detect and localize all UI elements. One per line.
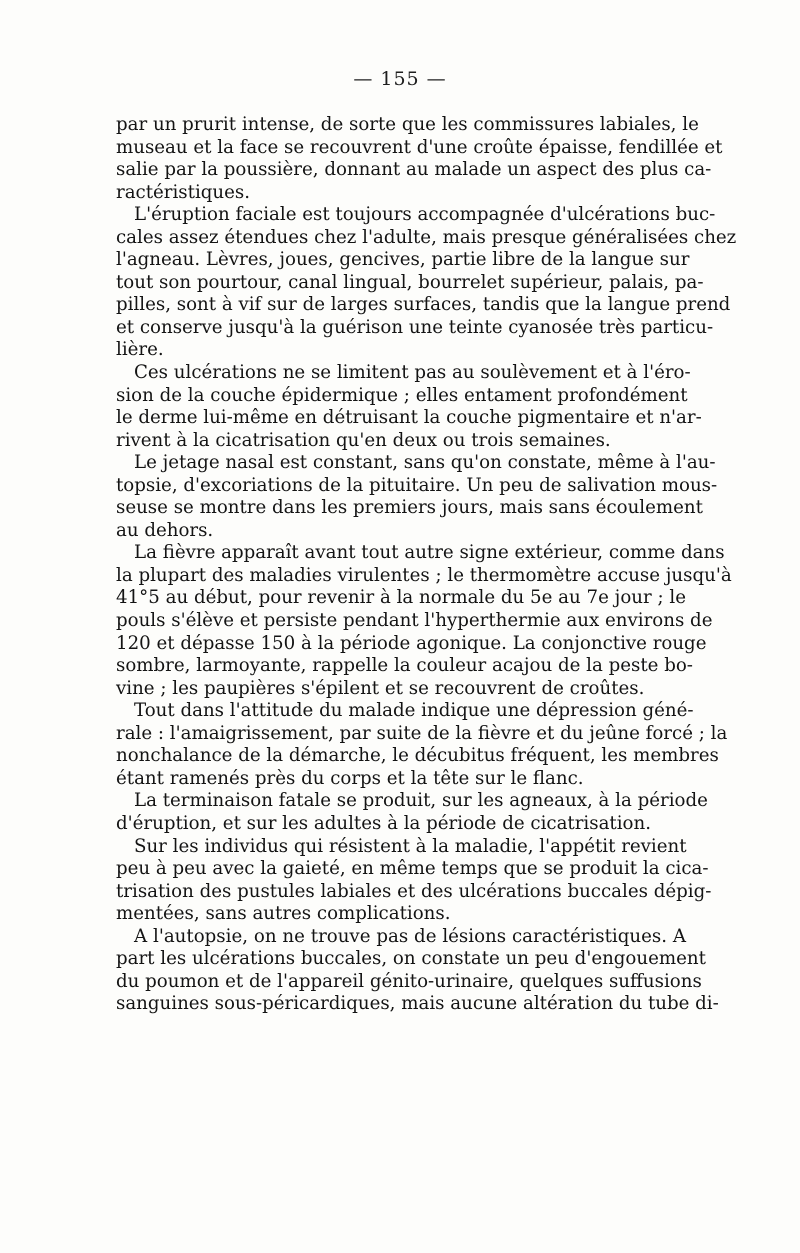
text-line: pilles, sont à vif sur de larges surfaces, tandis que la langue prend: [116, 294, 731, 316]
paragraph: [116, 700, 728, 790]
text-line: sombre, larmoyante, rappelle la couleur acajou de la peste bo-: [116, 655, 693, 677]
text-line: ractéristiques.: [116, 181, 250, 203]
text-line: d'éruption, et sur les adultes à la période de cicatrisation.: [116, 812, 651, 834]
text-line: Le jetage nasal est constant, sans qu'on constate, même à l'au-: [134, 452, 716, 474]
text-line: et conserve jusqu'à la guérison une teinte cyanosée très particu-: [116, 316, 714, 338]
text-line: sion de la couche épidermique ; elles entament profondément: [116, 384, 688, 406]
body-text: [116, 114, 737, 1016]
text-line: La terminaison fatale se produit, sur les agneaux, à la période: [134, 790, 708, 812]
text-line: part les ulcérations buccales, on constate un peu d'engouement: [116, 948, 706, 970]
paragraph: [116, 925, 719, 1016]
text-line: lière.: [116, 339, 164, 361]
paragraph: [116, 362, 702, 452]
text-line: sanguines sous-péricardiques, mais aucune altération du tube di-: [116, 993, 719, 1015]
text-line: museau et la face se recouvrent d'une croûte épaisse, fendillée et: [116, 136, 723, 158]
text-line: vine ; les paupières s'épilent et se recouvrent de croûtes.: [116, 677, 645, 699]
text-line: A l'autopsie, on ne trouve pas de lésions caractéristiques. A: [134, 925, 686, 947]
text-line: La fièvre apparaît avant tout autre signe extérieur, comme dans: [134, 542, 725, 564]
text-line: Ces ulcérations ne se limitent pas au soulèvement et à l'éro-: [134, 362, 691, 384]
text-line: rivent à la cicatrisation qu'en deux ou trois semaines.: [116, 429, 611, 451]
text-line: cales assez étendues chez l'adulte, mais presque généralisées chez: [116, 226, 737, 248]
text-line: mentées, sans autres complications.: [116, 903, 451, 925]
text-line: Sur les individus qui résistent à la maladie, l'appétit revient: [134, 835, 687, 857]
text-line: 41°5 au début, pour revenir à la normale du 5e au 7e jour ; le: [116, 587, 686, 609]
paragraph: [116, 835, 712, 926]
page-number: — 155 —: [353, 68, 447, 90]
paragraph: [116, 114, 723, 204]
text-line: étant ramenés près du corps et la tête sur le flanc.: [116, 767, 584, 789]
text-line: Tout dans l'attitude du malade indique une dépression géné-: [134, 700, 694, 722]
text-line: tout son pourtour, canal lingual, bourrelet supérieur, palais, pa-: [116, 271, 704, 293]
text-line: trisation des pustules labiales et des ulcérations buccales dépig-: [116, 880, 712, 902]
text-line: 120 et dépasse 150 à la période agonique. La conjonctive rouge: [116, 632, 707, 654]
paragraph: [116, 542, 732, 700]
text-line: topsie, d'excoriations de la pituitaire. Un peu de salivation mous-: [116, 474, 718, 496]
text-line: peu à peu avec la gaieté, en même temps que se produit la cica-: [116, 858, 709, 880]
text-line: par un prurit intense, de sorte que les commissures labiales, le: [116, 114, 699, 135]
paragraph: [116, 204, 737, 362]
paragraph: [116, 790, 708, 835]
text-line: le derme lui-même en détruisant la couche pigmentaire et n'ar-: [116, 407, 702, 429]
paragraph: [116, 452, 718, 542]
text-line: l'agneau. Lèvres, joues, gencives, partie libre de la langue sur: [116, 249, 690, 271]
text-line: L'éruption faciale est toujours accompagnée d'ulcérations buc-: [134, 204, 716, 226]
text-line: la plupart des maladies virulentes ; le thermomètre accuse jusqu'à: [116, 564, 732, 586]
text-line: au dehors.: [116, 519, 214, 541]
text-line: rale : l'amaigrissement, par suite de la fièvre et du jeûne forcé ; la: [116, 722, 728, 744]
text-line: pouls s'élève et persiste pendant l'hyperthermie aux environs de: [116, 610, 713, 632]
text-line: salie par la poussière, donnant au malade un aspect des plus ca-: [116, 159, 712, 181]
text-line: du poumon et de l'appareil génito-urinaire, quelques suffusions: [116, 970, 702, 992]
text-line: nonchalance de la démarche, le décubitus fréquent, les membres: [116, 745, 719, 767]
text-line: seuse se montre dans les premiers jours, mais sans écoulement: [116, 497, 703, 519]
